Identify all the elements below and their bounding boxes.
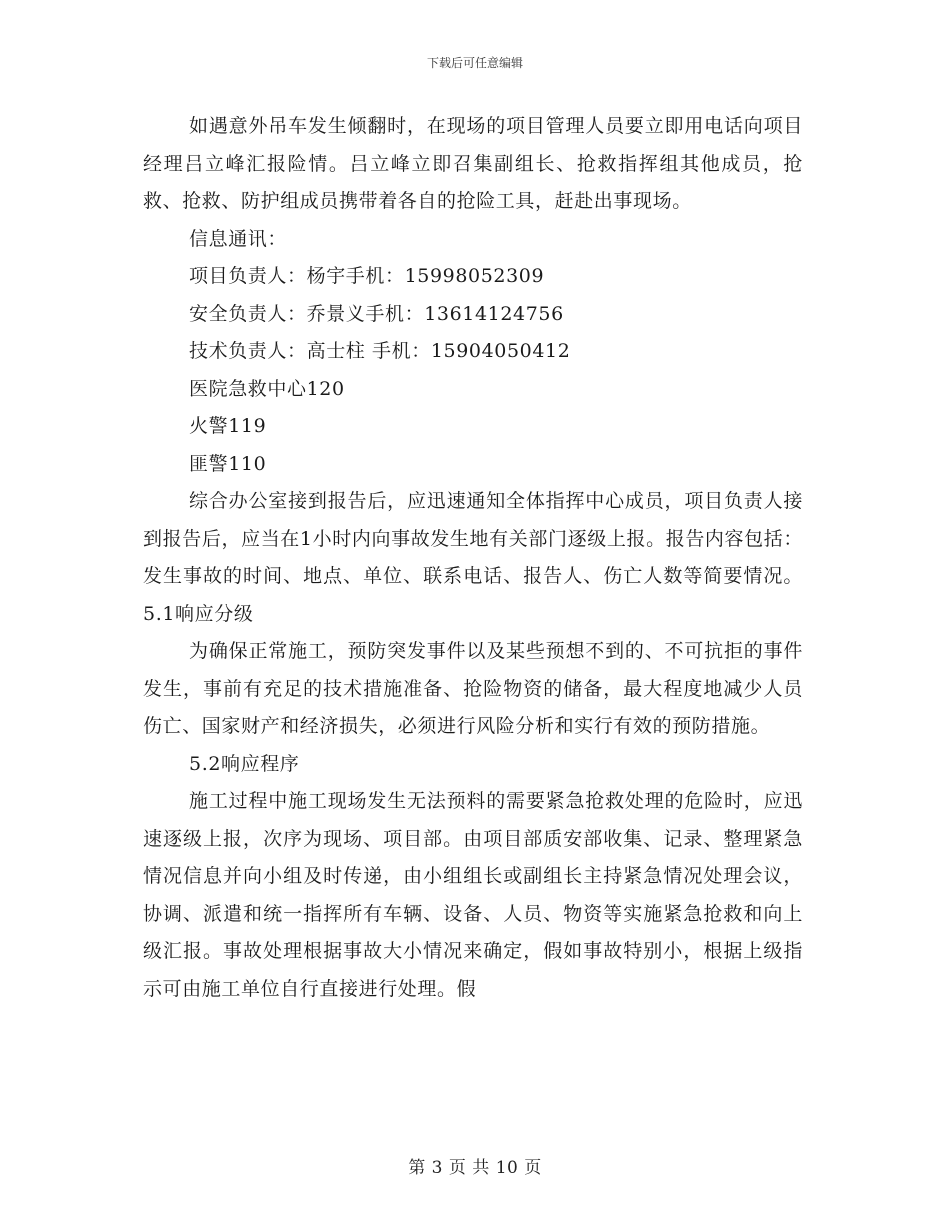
contact-hospital: 医院急救中心120 — [189, 377, 345, 400]
contact-project-lead: 项目负责人：杨宇手机：15998052309 — [189, 265, 545, 287]
page-header: 下载后可任意编辑 — [426, 56, 523, 70]
contact-safety-lead: 安全负责人：乔景义手机：13614124756 — [189, 302, 564, 325]
contact-fire: 火警119 — [189, 415, 267, 437]
contact-technical-lead: 技术负责人：高士柱 手机：15904050412 — [189, 340, 571, 362]
contact-police: 匪警110 — [189, 452, 267, 475]
paragraph-reporting: 综合办公室接到报告后，应迅速通知全体指挥中心成员，项目负责人接到报告后，应当在1小时内向事故发生地有关部门逐级上报。报告内容包括：发生事故的时间、地点、单位、联系电话、报告人、伤亡人数等简要情况。5.1响应分级 — [143, 490, 803, 625]
paragraph-info-comm-heading: 信息通讯： — [189, 227, 288, 250]
paragraph-crane-accident: 如遇意外吊车发生倾翻时，在现场的项目管理人员要立即用电话向项目经理吕立峰汇报险情。吕立峰立即召集副组长、抢救指挥组其他成员，抢救、抢救、防护组成员携带着各自的抢险工具，赶赴出事现场。 — [143, 115, 803, 212]
page-number-footer: 第 3 页 共 10 页 — [408, 1158, 542, 1178]
section-heading-response-procedure: 5.2响应程序 — [189, 752, 300, 775]
paragraph-response-level: 为确保正常施工，预防突发事件以及某些预想不到的、不可抗拒的事件发生，事前有充足的技术措施准备、抢险物资的储备，最大程度地减少人员伤亡、国家财产和经济损失，必须进行风险分析和实行有效的预防措施。 — [143, 640, 803, 737]
paragraph-response-procedure: 施工过程中施工现场发生无法预料的需要紧急抢救处理的危险时，应迅速逐级上报，次序为现场、项目部。由项目部质安部收集、记录、整理紧急情况信息并向小组及时传递，由小组组长或副组长主持紧急情况处理会议，协调、派遣和统一指挥所有车辆、设备、人员、物资等实施紧急抢救和向上级汇报。事故处理根据事故大小情况来确定，假如事故特别小，根据上级指示可由施工单位自行直接进行处理。假 — [143, 790, 803, 1000]
document-body — [143, 108, 803, 1008]
